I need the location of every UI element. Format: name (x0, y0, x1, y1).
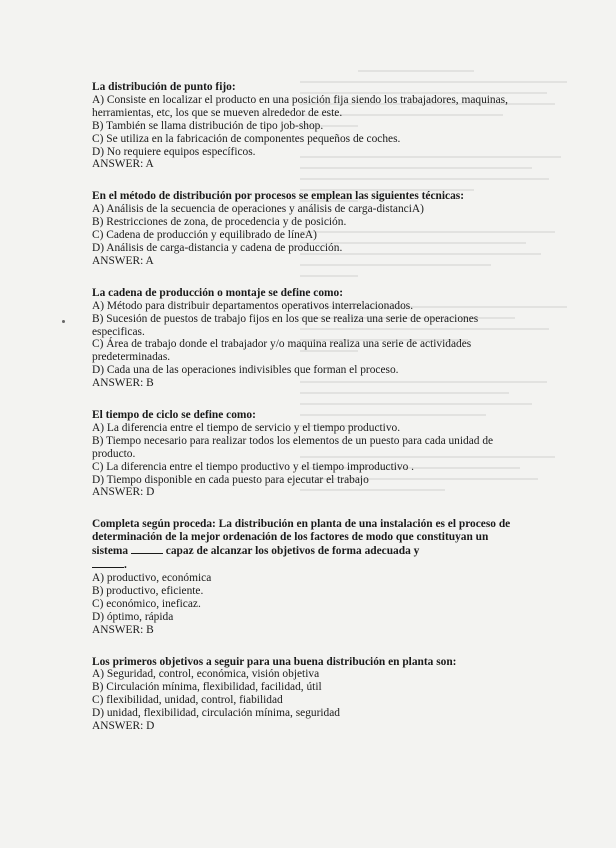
option-a: A) Análisis de la secuencia de operaciones y análisis de carga-distanciA) (92, 203, 424, 216)
option-c: C) Se utiliza en la fabricación de componentes pequeños de coches. (92, 132, 401, 145)
option-d: D) Tiempo disponible en cada puesto para ejecutar el trabajo (92, 473, 369, 486)
option-c: C) Área de trabajo donde el trabajador y/o maquina realiza una serie de actividades predeterminadas. (92, 338, 472, 364)
option-b: B) También se llama distribución de tipo job-shop. (92, 119, 324, 132)
answer: ANSWER: A (92, 158, 154, 171)
quiz-content (92, 81, 517, 752)
question-3 (92, 287, 517, 390)
answer: ANSWER: A (92, 254, 154, 267)
question-title: La distribución de punto fijo: (92, 81, 236, 93)
question-title-part-3: . (124, 559, 127, 572)
question-title-part-1: Completa según proceda: La distribución en planta de una instalación es el proceso de determinación de la mejor ordenación de los factores de modo que constituyan un sistema (92, 518, 511, 558)
question-1 (92, 81, 517, 171)
option-c: C) Cadena de producción y equilibrado de líneA) (92, 229, 317, 242)
question-title: Los primeros objetivos a seguir para una buena distribución en planta son: (92, 655, 457, 668)
question-title (92, 518, 517, 572)
option-a: A) Seguridad, control, económica, visión objetiva (92, 668, 320, 681)
question-title-part-2: capaz de alcanzar los objetivos de forma adecuada y (165, 545, 420, 558)
option-b: B) Restricciones de zona, de procedencia y de posición. (92, 216, 347, 229)
scan-speck (62, 320, 65, 323)
question-5 (92, 518, 517, 636)
answer: ANSWER: B (92, 623, 154, 636)
option-a: A) La diferencia entre el tiempo de servicio y el tiempo productivo. (92, 421, 401, 434)
option-d: D) Cada una de las operaciones indivisibles que forman el proceso. (92, 364, 399, 377)
answer: ANSWER: D (92, 486, 155, 499)
question-4 (92, 409, 517, 499)
option-d: D) unidad, flexibilidad, circulación mínima, seguridad (92, 707, 340, 720)
option-c: C) económico, ineficaz. (92, 597, 201, 610)
option-b: B) productivo, eficiente. (92, 584, 204, 597)
option-d: D) óptimo, rápida (92, 610, 174, 623)
option-d: D) No requiere equipos específicos. (92, 145, 256, 158)
question-title: En el método de distribución por procesos se emplean las siguientes técnicas: (92, 190, 464, 203)
option-a: A) Consiste en localizar el producto en una posición fija siendo los trabajadores, maquinas, herramientas, etc, los que se mueven alrededor de este. (92, 93, 508, 119)
option-b: B) Sucesión de puestos de trabajo fijos en los que se realiza una serie de operaciones especificas. (92, 312, 479, 338)
question-title: El tiempo de ciclo se define como: (92, 409, 256, 422)
option-a: A) productivo, económica (92, 572, 212, 584)
question-2 (92, 190, 517, 267)
question-6 (92, 656, 517, 733)
question-title: La cadena de producción o montaje se define como: (92, 286, 343, 299)
fill-in-blank (92, 558, 124, 568)
option-c: C) flexibilidad, unidad, control, fiabilidad (92, 694, 283, 707)
fill-in-blank (131, 544, 163, 554)
option-b: B) Tiempo necesario para realizar todos los elementos de un puesto para cada unidad de producto. (92, 434, 494, 460)
answer: ANSWER: D (92, 720, 155, 733)
option-c: C) La diferencia entre el tiempo productivo y el tiempo improductivo . (92, 460, 415, 473)
option-d: D) Análisis de carga-distancia y cadena de producción. (92, 241, 343, 254)
answer: ANSWER: B (92, 377, 154, 390)
option-a: A) Método para distribuir departamentos operativos interrelacionados. (92, 299, 414, 312)
option-b: B) Circulación mínima, flexibilidad, facilidad, útil (92, 681, 322, 694)
